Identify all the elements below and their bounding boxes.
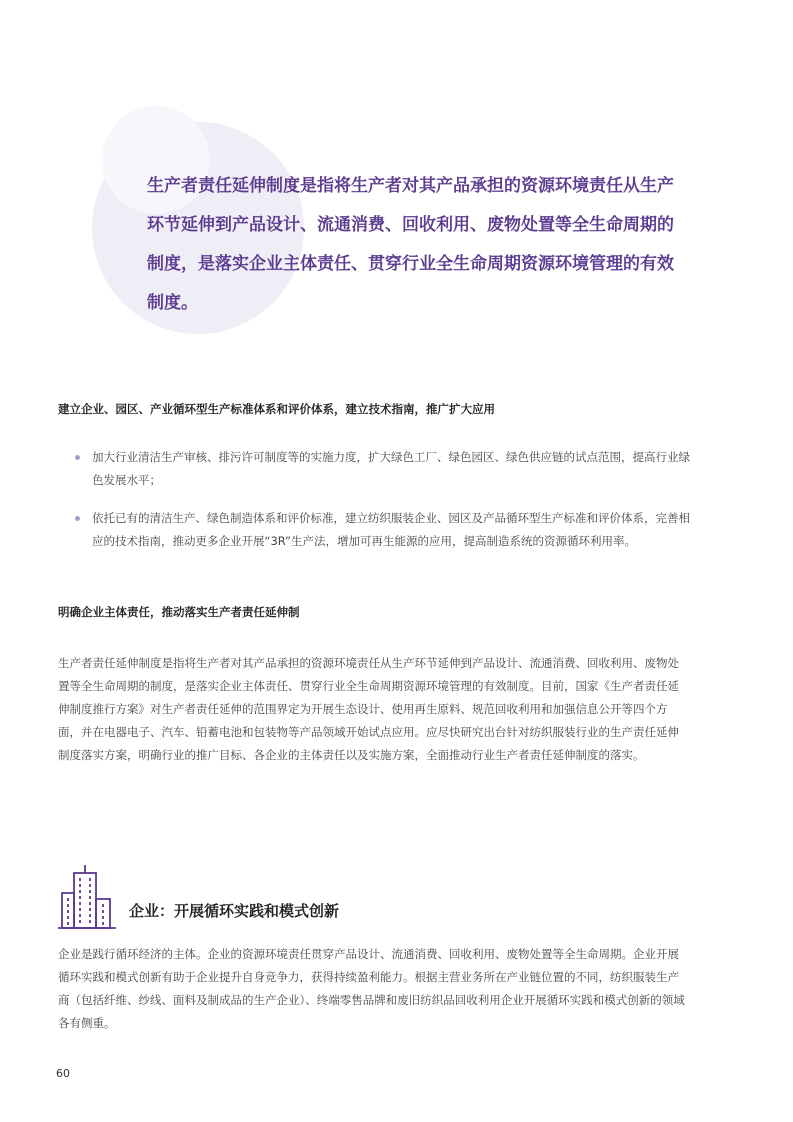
bullet-text: 依托已有的清洁生产、绿色制造体系和评价标准，建立纺织服装企业、园区及产品循环型生产标准和评价体系，完善相应的技术指南，推动更多企业开展“3R”生产法，增加可再生能源的应用，提高制造系统的资源循环利用率。 <box>92 511 690 548</box>
paragraph-responsibility: 生产者责任延伸制度是指将生产者对其产品承担的资源环境责任从生产环节延伸到产品设计、流通消费、回收利用、废物处置等全生命周期的制度，是落实企业主体责任、贯穿行业全生命周期资源环境管理的有效制度。目前，国家《生产者责任延伸制度推行方案》对生产者责任延伸的范围界定为开展生态设计、使用再生原料、规范回收利用和加强信息公开等四个方面，并在电器电子、汽车、铅蓄电池和包装物等产品领域开始试点应用。应尽快研究出台针对纺织服装行业的生产责任延伸制度落实方案，明确行业的推广目标、各企业的主体责任以及实施方案，全面推动行业生产者责任延伸制度的落实。 <box>58 656 679 762</box>
bullet-dot-icon <box>75 455 80 460</box>
pull-quote: 生产者责任延伸制度是指将生产者对其产品承担的资源环境责任从生产环节延伸到产品设计、流通消费、回收利用、废物处置等全生命周期的制度，是落实企业主体责任、贯穿行业全生命周期资源环境管理的有效制度。 <box>147 176 674 313</box>
bullet-list <box>58 446 698 568</box>
list-item <box>58 507 698 553</box>
bullet-dot-icon <box>75 516 80 521</box>
section-title-enterprise: 企业：开展循环实践和模式创新 <box>129 902 340 920</box>
building-icon <box>58 863 116 929</box>
bullet-text: 加大行业清洁生产审核、排污许可制度等的实施力度，扩大绿色工厂、绿色园区、绿色供应链的试点范围，提高行业绿色发展水平； <box>92 450 690 487</box>
list-item <box>58 446 698 492</box>
section-heading-standards: 建立企业、园区、产业循环型生产标准体系和评价体系，建立技术指南，推广扩大应用 <box>58 402 495 416</box>
section-heading-responsibility: 明确企业主体责任，推动落实生产者责任延伸制 <box>58 605 300 619</box>
page-number: 60 <box>56 1067 70 1080</box>
paragraph-enterprise: 企业是践行循环经济的主体。企业的资源环境责任贯穿产品设计、流通消费、回收利用、废物处置等全生命周期。企业开展循环实践和模式创新有助于企业提升自身竞争力，获得持续盈利能力。根据主营业务所在产业链位置的不同，纺织服装生产商（包括纤维、纱线、面料及制成品的生产企业）、终端零售品牌和废旧纺织品回收利用企业开展循环实践和模式创新的领域各有侧重。 <box>58 947 685 1030</box>
